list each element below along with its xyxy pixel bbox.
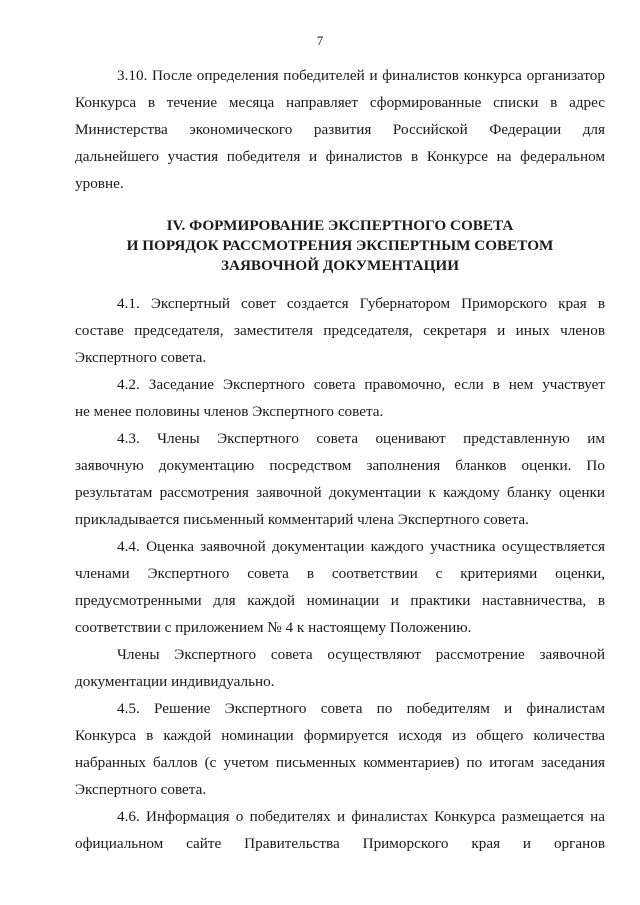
- text-line: 4.1. Экспертный совет создается Губернатором Приморского края в: [117, 295, 605, 312]
- document-body: [75, 62, 605, 857]
- text-line: дальнейшего участия победителя и финалистов в Конкурсе на федеральном: [75, 148, 605, 165]
- text-line: предусмотренными для каждой номинации и практики наставничества, в: [75, 592, 605, 609]
- paragraph-4-2: [75, 371, 605, 425]
- text-line: Члены Экспертного совета осуществляют рассмотрение заявочной: [117, 646, 605, 663]
- section-heading-line: ЗАЯВОЧНОЙ ДОКУМЕНТАЦИИ: [220, 257, 460, 274]
- text-line: Конкурса в течение месяца направляет сформированные списки в адрес: [75, 94, 605, 111]
- text-line: Экспертного совета.: [75, 349, 207, 366]
- text-line: уровне.: [75, 175, 124, 192]
- text-line: 4.2. Заседание Экспертного совета правомочно, если в нем участвует: [117, 376, 605, 393]
- paragraph-4-5: [75, 695, 605, 803]
- text-line: составе председателя, заместителя председателя, секретаря и иных членов: [75, 322, 605, 339]
- paragraph-4-4: [75, 533, 605, 641]
- paragraph-members-review: [75, 641, 605, 695]
- text-line: Конкурса в каждой номинации формируется исходя из общего количества: [75, 727, 605, 744]
- section-heading: [75, 216, 605, 276]
- text-line: набранных баллов (с учетом письменных комментариев) по итогам заседания: [75, 754, 605, 771]
- paragraph-3-10: [75, 62, 605, 197]
- text-line: Министерства экономического развития Российской Федерации для: [75, 121, 605, 138]
- paragraph-4-3: [75, 425, 605, 533]
- paragraph-4-1: [75, 290, 605, 371]
- text-line: 3.10. После определения победителей и финалистов конкурса организатор: [117, 67, 605, 84]
- text-line: заявочную документацию посредством заполнения бланков оценки. По: [75, 457, 605, 474]
- text-line: 4.4. Оценка заявочной документации каждого участника осуществляется: [117, 538, 605, 555]
- text-line: 4.6. Информация о победителях и финалистах Конкурса размещается на: [117, 808, 605, 825]
- text-line: 4.3. Члены Экспертного совета оценивают представленную им: [117, 430, 605, 447]
- text-line: 4.5. Решение Экспертного совета по победителям и финалистам: [117, 700, 605, 717]
- page-number: 7: [316, 33, 324, 48]
- text-line: соответствии с приложением № 4 к настоящему Положению.: [75, 619, 472, 636]
- text-line: членами Экспертного совета в соответствии с критериями оценки,: [75, 565, 605, 582]
- text-line: Экспертного совета.: [75, 781, 207, 798]
- text-line: прикладывается письменный комментарий члена Экспертного совета.: [75, 511, 529, 528]
- section-heading-line: И ПОРЯДОК РАССМОТРЕНИЯ ЭКСПЕРТНЫМ СОВЕТОМ: [126, 237, 554, 254]
- text-line: официальном сайте Правительства Приморского края и органов: [75, 835, 605, 852]
- text-line: результатам рассмотрения заявочной документации к каждому бланку оценки: [75, 484, 605, 501]
- text-line: документации индивидуально.: [75, 673, 275, 690]
- paragraph-4-6: [75, 803, 605, 857]
- text-line: не менее половины членов Экспертного совета.: [75, 403, 384, 420]
- section-heading-line: IV. ФОРМИРОВАНИЕ ЭКСПЕРТНОГО СОВЕТА: [166, 217, 514, 234]
